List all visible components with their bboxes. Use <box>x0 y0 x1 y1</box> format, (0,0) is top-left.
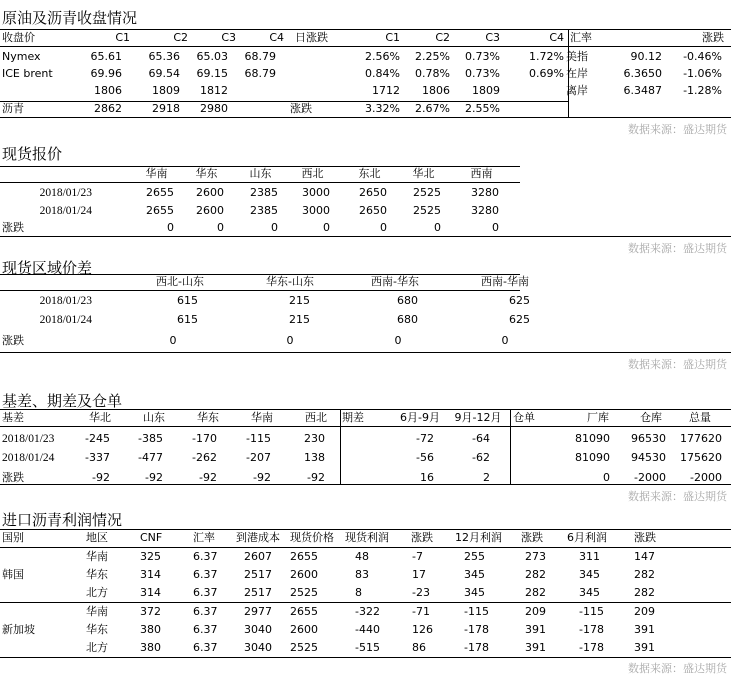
table-cell: 314 <box>140 586 161 599</box>
table-cell <box>234 102 276 116</box>
table-cell: -62 <box>472 451 490 464</box>
table-cell: 391 <box>634 641 655 654</box>
table-cell: 2525 <box>290 586 318 599</box>
table-cell: -64 <box>472 432 490 445</box>
table-cell: -2000 <box>634 471 666 484</box>
table-cell: -178 <box>579 623 604 636</box>
table-cell: 3040 <box>244 623 272 636</box>
table-cell: 2918 <box>152 102 180 115</box>
table-cell: 2655 <box>146 186 174 199</box>
table-cell: 615 <box>177 313 198 326</box>
table-cell: 0.78% <box>415 67 450 80</box>
table-cell: 3000 <box>302 204 330 217</box>
table-cell: 2525 <box>290 641 318 654</box>
table-cell: 涨跌 <box>290 102 312 115</box>
table-cell <box>290 50 345 64</box>
table-cell: 0.69% <box>529 67 564 80</box>
table-cell: 6.3650 <box>623 67 662 80</box>
table-cell: 1712 <box>372 84 400 97</box>
table-cell: 16 <box>420 471 434 484</box>
table-cell: -2000 <box>690 471 722 484</box>
divider <box>0 29 568 30</box>
table-cell: 282 <box>525 568 546 581</box>
table-cell: 282 <box>525 586 546 599</box>
table-cell: 2600 <box>196 204 224 217</box>
table-cell: 345 <box>464 586 485 599</box>
table-cell: 209 <box>525 605 546 618</box>
table-cell: 2655 <box>290 550 318 563</box>
table-cell: 175620 <box>680 451 722 464</box>
divider <box>0 117 731 118</box>
divider <box>0 182 520 183</box>
column-header: 收盘价 <box>2 31 35 44</box>
table-cell <box>234 84 276 98</box>
column-header: 厂库 <box>587 411 609 424</box>
country-label: 新加坡 <box>2 623 35 636</box>
divider <box>510 409 511 484</box>
data-source-note: 数据来源：盛达期货 <box>628 662 727 675</box>
table-cell: -72 <box>416 432 434 445</box>
table-cell: 在岸 <box>566 67 588 80</box>
table-cell: 3040 <box>244 641 272 654</box>
table-cell: 6.37 <box>193 623 218 636</box>
table-cell: 147 <box>634 550 655 563</box>
table-cell: 1806 <box>422 84 450 97</box>
column-header: 涨跌 <box>702 31 724 44</box>
column-header: 华北 <box>412 167 435 180</box>
data-source-note: 数据来源：盛达期货 <box>628 123 727 136</box>
table-cell: 81090 <box>575 451 610 464</box>
table-cell: 2385 <box>250 186 278 199</box>
table-cell: -92 <box>199 471 217 484</box>
table-cell <box>520 102 564 116</box>
column-header: 西南-华南 <box>481 275 529 288</box>
table-cell: -515 <box>355 641 380 654</box>
table-cell: 282 <box>634 568 655 581</box>
table-cell: 2655 <box>290 605 318 618</box>
table-cell: ICE brent <box>2 67 53 80</box>
column-header: 山东 <box>249 167 272 180</box>
data-source-note: 数据来源：盛达期货 <box>628 490 727 503</box>
column-header: C1 <box>385 31 400 44</box>
table-cell: 美指 <box>566 50 588 63</box>
table-cell: 0 <box>217 221 224 234</box>
table-cell: 83 <box>355 568 369 581</box>
table-cell: 255 <box>464 550 485 563</box>
table-cell: 1.72% <box>529 50 564 63</box>
table-cell: 625 <box>509 313 530 326</box>
divider <box>0 409 731 410</box>
table-cell: 391 <box>525 623 546 636</box>
table-cell: 86 <box>412 641 426 654</box>
row-label: 涨跌 <box>2 334 24 347</box>
column-header: 到港成本 <box>236 531 280 544</box>
table-cell: 2980 <box>200 102 228 115</box>
divider <box>0 529 731 530</box>
table-cell: 345 <box>579 568 600 581</box>
table-cell: 2.67% <box>415 102 450 115</box>
column-header: C2 <box>173 31 188 44</box>
column-header: 华东-山东 <box>266 275 314 288</box>
table-cell: 2.25% <box>415 50 450 63</box>
table-cell: 0 <box>167 221 174 234</box>
table-cell: 2977 <box>244 605 272 618</box>
table-cell: 126 <box>412 623 433 636</box>
divider <box>0 290 520 291</box>
table-cell: 391 <box>634 623 655 636</box>
table-cell: 615 <box>177 294 198 307</box>
table-cell: 2 <box>483 471 490 484</box>
row-label: 涨跌 <box>2 471 24 484</box>
divider <box>0 426 731 427</box>
column-header: 总量 <box>689 411 711 424</box>
column-header: C2 <box>435 31 450 44</box>
table-cell: 沥青 <box>2 102 24 115</box>
table-cell: 65.36 <box>148 50 180 63</box>
table-cell: 69.15 <box>196 67 228 80</box>
column-header: 西北 <box>305 411 327 424</box>
table-cell: Nymex <box>2 50 41 63</box>
table-cell: 2525 <box>413 186 441 199</box>
table-cell: 2385 <box>250 204 278 217</box>
table-cell: -262 <box>192 451 217 464</box>
column-header: 期差 <box>342 411 364 424</box>
column-header: 9月-12月 <box>454 411 502 424</box>
table-cell <box>290 67 345 81</box>
column-header: C4 <box>549 31 564 44</box>
column-header: 地区 <box>86 531 108 544</box>
table-cell: 2517 <box>244 586 272 599</box>
table-cell: 3000 <box>302 186 330 199</box>
column-header: 现货利润 <box>345 531 389 544</box>
column-header: 基差 <box>2 411 24 424</box>
table-cell <box>520 84 564 98</box>
divider <box>0 547 731 548</box>
column-header: 现货价格 <box>290 531 334 544</box>
table-cell: 314 <box>140 568 161 581</box>
column-header: CNF <box>140 531 163 544</box>
country-label: 韩国 <box>2 568 24 581</box>
table-cell: 3280 <box>471 204 499 217</box>
table-cell: 17 <box>412 568 426 581</box>
section-title: 现货报价 <box>2 145 63 163</box>
column-header: 西南 <box>470 167 493 180</box>
column-header: 涨跌 <box>411 531 433 544</box>
column-header: C3 <box>221 31 236 44</box>
table-cell: 65.61 <box>90 50 122 63</box>
table-cell: 680 <box>397 294 418 307</box>
divider <box>568 29 731 30</box>
table-cell: -385 <box>138 432 163 445</box>
table-cell: 6.37 <box>193 550 218 563</box>
table-cell: 6.37 <box>193 641 218 654</box>
table-cell: 2.56% <box>365 50 400 63</box>
column-header: C1 <box>115 31 130 44</box>
column-header: 西南-华东 <box>371 275 419 288</box>
table-cell: 离岸 <box>566 84 588 97</box>
column-header: 6月利润 <box>567 531 607 544</box>
table-cell: 6.37 <box>193 605 218 618</box>
table-cell: -92 <box>307 471 325 484</box>
column-header: 国别 <box>2 531 24 544</box>
table-cell: -440 <box>355 623 380 636</box>
table-cell: 273 <box>525 550 546 563</box>
column-header: 西北 <box>301 167 324 180</box>
table-cell: 68.79 <box>244 67 276 80</box>
table-cell: 177620 <box>680 432 722 445</box>
row-label: 2018/01/23 <box>39 187 92 199</box>
table-cell: 282 <box>634 586 655 599</box>
table-cell: -23 <box>412 586 430 599</box>
table-cell: 2655 <box>146 204 174 217</box>
table-cell: 380 <box>140 641 161 654</box>
table-cell: 0.84% <box>365 67 400 80</box>
table-cell: 215 <box>289 313 310 326</box>
table-cell: 3.32% <box>365 102 400 115</box>
row-label: 2018/01/24 <box>2 452 55 464</box>
table-cell: 380 <box>140 623 161 636</box>
table-cell: 65.03 <box>196 50 228 63</box>
table-cell: -337 <box>85 451 110 464</box>
column-header: C4 <box>269 31 284 44</box>
table-cell: 0 <box>603 471 610 484</box>
table-cell: 345 <box>464 568 485 581</box>
table-cell: 2600 <box>290 623 318 636</box>
divider <box>0 236 731 237</box>
table-cell: -115 <box>579 605 604 618</box>
table-cell: 1809 <box>472 84 500 97</box>
table-cell: -92 <box>92 471 110 484</box>
table-cell: 8 <box>355 586 362 599</box>
table-cell: 北方 <box>86 586 108 599</box>
table-cell: 209 <box>634 605 655 618</box>
column-header: 西北-山东 <box>156 275 204 288</box>
table-cell: -1.28% <box>683 84 722 97</box>
table-cell: 94530 <box>631 451 666 464</box>
divider <box>0 352 731 353</box>
row-label: 2018/01/23 <box>2 433 55 445</box>
table-cell: 69.54 <box>148 67 180 80</box>
table-cell: 1812 <box>200 84 228 97</box>
table-cell: 2600 <box>290 568 318 581</box>
table-cell: 230 <box>304 432 325 445</box>
column-header: 东北 <box>358 167 381 180</box>
table-cell: -1.06% <box>683 67 722 80</box>
table-cell: 1809 <box>152 84 180 97</box>
table-cell: -322 <box>355 605 380 618</box>
table-cell: 0 <box>286 334 294 347</box>
table-cell: 0 <box>492 221 499 234</box>
table-cell: -115 <box>464 605 489 618</box>
column-header: C3 <box>485 31 500 44</box>
table-cell: 81090 <box>575 432 610 445</box>
column-header: 山东 <box>143 411 165 424</box>
column-header: 仓单 <box>513 411 535 424</box>
table-cell: 华东 <box>86 568 108 581</box>
row-label: 2018/01/24 <box>39 205 92 217</box>
row-label: 2018/01/23 <box>39 295 92 307</box>
table-cell: 2862 <box>94 102 122 115</box>
table-cell: 2600 <box>196 186 224 199</box>
table-cell: 0 <box>380 221 387 234</box>
section-title: 进口沥青利润情况 <box>2 511 123 529</box>
table-cell: -477 <box>138 451 163 464</box>
table-cell: 2607 <box>244 550 272 563</box>
table-cell: 北方 <box>86 641 108 654</box>
table-cell: -178 <box>579 641 604 654</box>
table-cell: 6.37 <box>193 586 218 599</box>
table-cell: -245 <box>85 432 110 445</box>
column-header: 12月利润 <box>455 531 502 544</box>
column-header: 华南 <box>145 167 168 180</box>
table-cell: 625 <box>509 294 530 307</box>
table-cell: 680 <box>397 313 418 326</box>
table-cell: 372 <box>140 605 161 618</box>
table-cell: 2650 <box>359 186 387 199</box>
table-cell: 96530 <box>631 432 666 445</box>
row-label: 2018/01/24 <box>39 314 92 326</box>
table-cell: 48 <box>355 550 369 563</box>
table-cell: 311 <box>579 550 600 563</box>
table-cell: 68.79 <box>244 50 276 63</box>
table-cell: 0 <box>169 334 177 347</box>
section-title: 现货区域价差 <box>2 259 93 277</box>
table-cell: 华南 <box>86 605 108 618</box>
table-cell: -207 <box>246 451 271 464</box>
table-cell: 138 <box>304 451 325 464</box>
column-header: 6月-9月 <box>400 411 440 424</box>
table-cell: -7 <box>412 550 423 563</box>
table-cell <box>290 84 345 98</box>
table-cell: 2650 <box>359 204 387 217</box>
column-header: 涨跌 <box>634 531 656 544</box>
table-cell: 0.73% <box>465 50 500 63</box>
column-header: 仓库 <box>640 411 662 424</box>
table-cell: 1806 <box>94 84 122 97</box>
table-cell: -71 <box>412 605 430 618</box>
table-cell: -178 <box>464 623 489 636</box>
table-cell: 0 <box>501 334 509 347</box>
table-cell: 6.37 <box>193 568 218 581</box>
table-cell: 69.96 <box>90 67 122 80</box>
table-cell: 6.3487 <box>623 84 662 97</box>
row-label: 涨跌 <box>2 221 24 234</box>
table-cell: 华南 <box>86 550 108 563</box>
table-cell: 0.73% <box>465 67 500 80</box>
table-cell: 0 <box>434 221 441 234</box>
table-cell: -170 <box>192 432 217 445</box>
table-cell: 215 <box>289 294 310 307</box>
column-header: 华东 <box>195 167 218 180</box>
table-cell: 华东 <box>86 623 108 636</box>
table-cell: 391 <box>525 641 546 654</box>
column-header: 汇率 <box>193 531 215 544</box>
table-cell: 2517 <box>244 568 272 581</box>
table-cell: -178 <box>464 641 489 654</box>
column-header: 华南 <box>251 411 273 424</box>
divider <box>340 409 341 484</box>
table-cell: -115 <box>246 432 271 445</box>
column-header: 日涨跌 <box>295 31 328 44</box>
data-source-note: 数据来源：盛达期货 <box>628 242 727 255</box>
divider <box>0 657 731 658</box>
column-header: 汇率 <box>570 31 592 44</box>
table-cell: 2525 <box>413 204 441 217</box>
table-cell: 90.12 <box>630 50 662 63</box>
table-cell: -92 <box>145 471 163 484</box>
table-cell: 3280 <box>471 186 499 199</box>
column-header: 华东 <box>197 411 219 424</box>
table-cell: -56 <box>416 451 434 464</box>
column-header: 华北 <box>89 411 111 424</box>
table-cell: -0.46% <box>683 50 722 63</box>
section-title: 基差、期差及仓单 <box>2 392 123 410</box>
table-cell: 325 <box>140 550 161 563</box>
column-header: 涨跌 <box>521 531 543 544</box>
divider <box>0 602 731 603</box>
data-source-note: 数据来源：盛达期货 <box>628 358 727 371</box>
section-title: 原油及沥青收盘情况 <box>2 9 138 27</box>
table-cell: -92 <box>253 471 271 484</box>
table-cell: 0 <box>323 221 330 234</box>
divider <box>0 46 731 47</box>
table-cell: 0 <box>394 334 402 347</box>
table-cell: 2.55% <box>465 102 500 115</box>
table-cell: 0 <box>271 221 278 234</box>
table-cell: 345 <box>579 586 600 599</box>
